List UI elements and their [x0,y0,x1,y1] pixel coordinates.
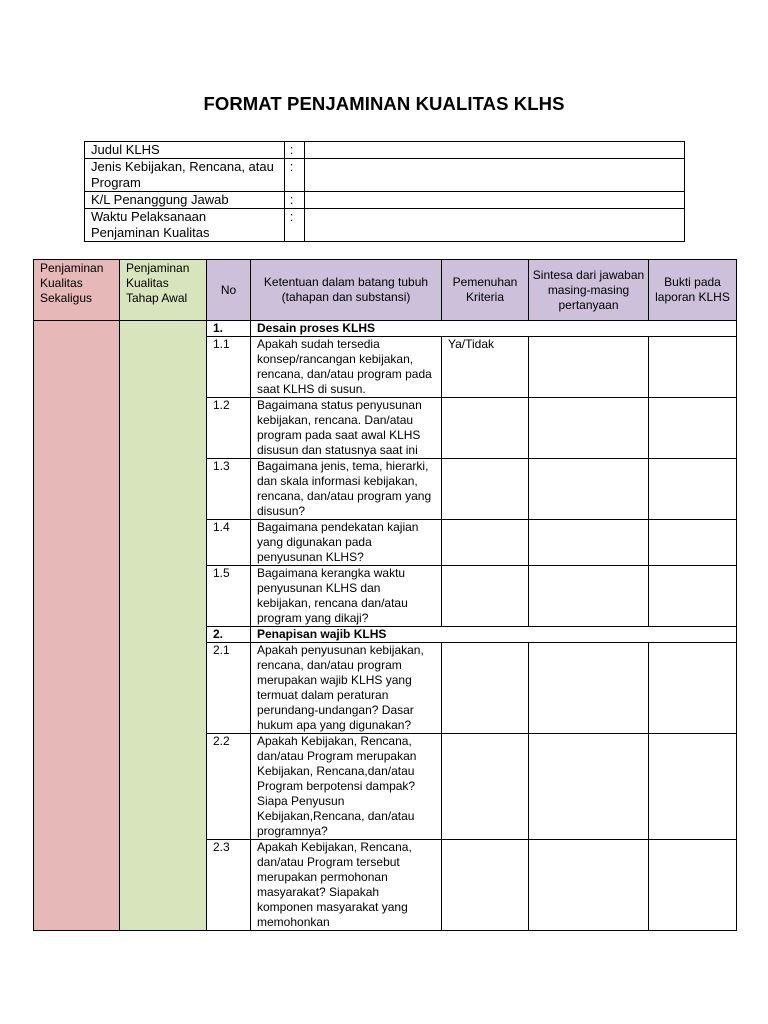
item-text: Bagaimana jenis, tema, hierarki, dan skala informasi kebijakan, rencana, dan/atau program yang disusun? [251,459,442,520]
header-kualitas-tahap-awal: Penjaminan Kualitas Tahap Awal [120,260,207,321]
item-bukti[interactable] [649,643,737,734]
section-row [34,321,737,337]
item-sintesa[interactable] [529,520,649,566]
item-sintesa[interactable] [529,840,649,931]
info-row-kl [85,192,685,209]
item-sintesa[interactable] [529,459,649,520]
item-pemenuhan[interactable] [442,643,529,734]
item-no: 2.3 [207,840,251,931]
info-row-jenis [85,159,685,192]
item-text: Bagaimana kerangka waktu penyusunan KLHS dan kebijakan, rencana dan/atau program yang dikaji? [251,566,442,627]
item-sintesa[interactable] [529,566,649,627]
info-colon: : [284,142,304,159]
item-no: 2.2 [207,734,251,840]
item-bukti[interactable] [649,566,737,627]
header-pemenuhan: Pemenuhan Kriteria [442,260,529,321]
item-pemenuhan[interactable] [442,840,529,931]
document-title: FORMAT PENJAMINAN KUALITAS KLHS [203,93,565,114]
header-kualitas-sekaligus: Penjaminan Kualitas Sekaligus [34,260,120,321]
info-row-waktu [85,209,685,242]
item-no: 1.3 [207,459,251,520]
item-no: 1.5 [207,566,251,627]
item-text: Bagaimana status penyusunan kebijakan, rencana. Dan/atau program pada saat awal KLHS disusun dan statusnya saat ini [251,398,442,459]
info-value[interactable] [304,192,684,209]
item-bukti[interactable] [649,520,737,566]
item-text: Apakah Kebijakan, Rencana, dan/atau Program merupakan Kebijakan, Rencana,dan/atau Program berpotensi dampak? Siapa Penyusun Kebijakan,Rencana, dan/atau programnya? [251,734,442,840]
item-pemenuhan[interactable] [442,398,529,459]
item-pemenuhan[interactable] [442,520,529,566]
header-sintesa: Sintesa dari jawaban masing-masing pertanyaan [529,260,649,321]
item-bukti[interactable] [649,734,737,840]
item-no: 1.2 [207,398,251,459]
info-label: Jenis Kebijakan, Rencana, atau Program [85,159,285,192]
item-pemenuhan[interactable] [442,566,529,627]
header-no: No [207,260,251,321]
item-no: 1.4 [207,520,251,566]
section-title: Desain proses KLHS [251,321,737,337]
item-sintesa[interactable] [529,643,649,734]
info-colon: : [284,209,304,242]
item-text: Apakah sudah tersedia konsep/rancangan kebijakan, rencana, dan/atau program pada saat KLHS di susun. [251,337,442,398]
kualitas-sekaligus-column[interactable] [34,321,120,931]
item-pemenuhan[interactable]: Ya/Tidak [442,337,529,398]
section-no: 2. [207,627,251,643]
header-bukti: Bukti pada laporan KLHS [649,260,737,321]
info-colon: : [284,159,304,192]
item-bukti[interactable] [649,840,737,931]
info-value[interactable] [304,209,684,242]
info-value[interactable] [304,159,684,192]
item-text: Bagaimana pendekatan kajian yang digunakan pada penyusunan KLHS? [251,520,442,566]
header-ketentuan: Ketentuan dalam batang tubuh (tahapan dan substansi) [251,260,442,321]
info-colon: : [284,192,304,209]
item-sintesa[interactable] [529,734,649,840]
section-title: Penapisan wajib KLHS [251,627,737,643]
item-sintesa[interactable] [529,337,649,398]
info-label: Waktu Pelaksanaan Penjaminan Kualitas [85,209,285,242]
item-pemenuhan[interactable] [442,459,529,520]
item-text: Apakah Kebijakan, Rencana, dan/atau Program tersebut merupakan permohonan masyarakat? Siapakah komponen masyarakat yang memohonkan [251,840,442,931]
item-sintesa[interactable] [529,398,649,459]
info-label: K/L Penanggung Jawab [85,192,285,209]
table-header-row [34,260,737,321]
info-label: Judul KLHS [85,142,285,159]
criteria-table [33,259,737,931]
item-text: Apakah penyusunan kebijakan, rencana, dan/atau program merupakan wajib KLHS yang termuat dalam peraturan perundang-undangan? Dasar hukum apa yang digunakan? [251,643,442,734]
item-bukti[interactable] [649,337,737,398]
info-row-judul [85,142,685,159]
item-bukti[interactable] [649,459,737,520]
item-bukti[interactable] [649,398,737,459]
info-table [84,141,685,242]
kualitas-tahap-awal-column[interactable] [120,321,207,931]
item-pemenuhan[interactable] [442,734,529,840]
item-no: 2.1 [207,643,251,734]
section-no: 1. [207,321,251,337]
info-value[interactable] [304,142,684,159]
item-no: 1.1 [207,337,251,398]
